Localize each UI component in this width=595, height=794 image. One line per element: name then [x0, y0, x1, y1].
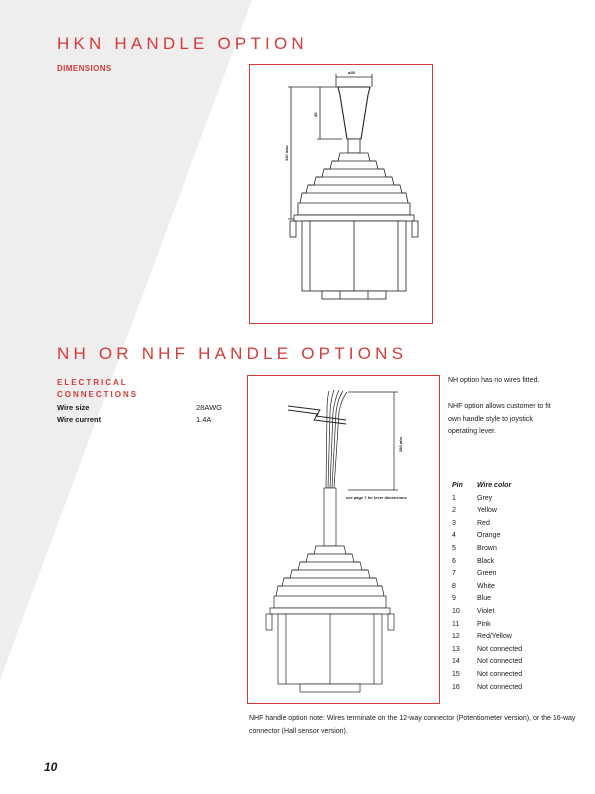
- wire-color: Grey: [477, 494, 493, 502]
- pin-number: 5: [452, 544, 456, 552]
- subtitle-line-2: CONNECTIONS: [57, 390, 139, 399]
- spec-label: Wire size: [57, 403, 90, 412]
- wire-color: White: [477, 582, 495, 590]
- pin-number: 12: [452, 633, 460, 641]
- pin-table-row: [452, 545, 572, 558]
- page-number: 10: [44, 760, 58, 774]
- pin-number: 8: [452, 582, 456, 590]
- wire-color: Not connected: [477, 658, 523, 666]
- pin-wire-color-table: [452, 482, 572, 696]
- nh-section-title: NH OR NHF HANDLE OPTIONS: [57, 344, 408, 363]
- pin-table-header: [452, 482, 572, 495]
- wire-color: Violet: [477, 607, 495, 615]
- pin-number: 14: [452, 658, 460, 666]
- wire-color: Red/Yellow: [477, 633, 512, 641]
- wire-color: Orange: [477, 532, 501, 540]
- wire-color: Pink: [477, 620, 491, 628]
- pin-table-row: [452, 608, 572, 621]
- pin-table-row: [452, 595, 572, 608]
- wire-color-header: Wire color: [477, 482, 512, 489]
- spec-value: 28AWG: [196, 403, 222, 412]
- pin-number: 1: [452, 494, 456, 502]
- pin-table-row: [452, 495, 572, 508]
- hkn-dim-handle-height: 45: [313, 112, 318, 117]
- wire-color: Red: [477, 519, 490, 527]
- hkn-drawing-frame: [249, 64, 433, 324]
- wire-color: Green: [477, 570, 497, 578]
- nh-joystick-drawing: [248, 376, 439, 703]
- hkn-dim-total-height: 110 max: [284, 145, 289, 161]
- pin-table-row: [452, 507, 572, 520]
- pin-number: 13: [452, 645, 460, 653]
- electrical-connections-subtitle: [57, 377, 138, 401]
- pin-header: Pin: [452, 482, 463, 489]
- pin-table-row: [452, 520, 572, 533]
- wire-color: Yellow: [477, 507, 497, 515]
- pin-number: 16: [452, 683, 460, 691]
- pin-table-row: [452, 532, 572, 545]
- pin-number: 11: [452, 620, 460, 628]
- pin-number: 7: [452, 570, 456, 578]
- spec-value: 1.4A: [196, 415, 212, 424]
- hkn-dimensions-subtitle: DIMENSIONS: [57, 64, 112, 73]
- nhf-footnote: NHF handle option note: Wires terminate on the 12-way connector (Potentiometer version), or the 16-way connector (Hall sensor version).: [249, 715, 576, 735]
- subtitle-line-1: ELECTRICAL: [57, 378, 128, 387]
- nh-dim-wire-length: 280 min: [398, 437, 403, 452]
- pin-number: 15: [452, 670, 460, 678]
- pin-number: 4: [452, 532, 456, 540]
- spec-label: Wire current: [57, 415, 102, 424]
- pin-table-row: [452, 684, 572, 697]
- wire-color: Black: [477, 557, 495, 565]
- pin-table-row: [452, 558, 572, 571]
- wire-color: Brown: [477, 544, 497, 552]
- nh-see-page-note: see page 7 for lever dimensions: [346, 495, 407, 500]
- wire-color: Not connected: [477, 683, 523, 691]
- pin-table-row: [452, 570, 572, 583]
- nh-option-note: NH option has no wires fitted.: [448, 377, 540, 384]
- pin-table-row: [452, 671, 572, 684]
- wire-color: Not connected: [477, 645, 523, 653]
- pin-table-row: [452, 583, 572, 596]
- hkn-section-title: HKN HANDLE OPTION: [57, 34, 308, 53]
- hkn-dim-diameter: ø35: [348, 70, 355, 75]
- wire-color: Blue: [477, 595, 492, 603]
- pin-number: 3: [452, 519, 456, 527]
- pin-number: 2: [452, 507, 456, 515]
- pin-table-row: [452, 646, 572, 659]
- nhf-option-note: NHF option allows customer to fit own handle style to joystick operating lever.: [448, 403, 551, 435]
- pin-table-row: [452, 621, 572, 634]
- pin-table-row: [452, 633, 572, 646]
- hkn-joystick-drawing: [250, 65, 432, 323]
- pin-number: 6: [452, 557, 456, 565]
- nh-drawing-frame: [247, 375, 440, 704]
- pin-number: 9: [452, 595, 456, 603]
- pin-table-row: [452, 658, 572, 671]
- pin-number: 10: [452, 607, 460, 615]
- wire-color: Not connected: [477, 670, 523, 678]
